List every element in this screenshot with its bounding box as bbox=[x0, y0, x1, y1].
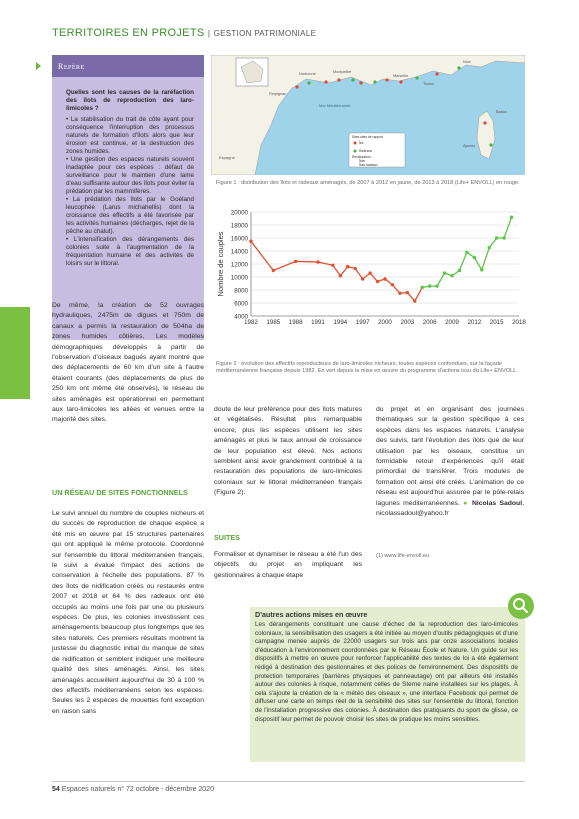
article-column-3 bbox=[376, 405, 524, 519]
legend-swatch-red bbox=[354, 142, 357, 145]
y-tick-label: 14000 bbox=[230, 248, 248, 256]
data-point bbox=[443, 271, 446, 274]
coastline-map bbox=[211, 55, 525, 175]
article-text: du projet et en organisant des journées thématiques sur la gestion spécifique à ces espèces dans les espaces naturels. L'analyse des suivis, tant l'évolution des îlots que de leur utilisation par les oiseaux, constitue un formidable retour d'expériences qu'il était primordial de transférer. Trois modules de formation ont ainsi été créés. L'animation de ce réseau est aujourd'hui assurée par le pôle-relais lagunes méditerranéennes. bbox=[376, 406, 524, 507]
data-point bbox=[480, 268, 483, 271]
author-name: Nicolas Sadoul bbox=[471, 499, 523, 507]
site-marker bbox=[337, 78, 340, 81]
site-marker bbox=[489, 143, 492, 146]
article-paragraph: Formaliser et dynamiser le réseau a été l'un des objectifs du projet en impliquant les gestionnaires à chaque étape bbox=[214, 551, 362, 579]
article-paragraph: du projet et en organisant des journées thématiques sur la gestion spécifique à ces espèces dans les espaces naturels. L'analyse des suivis, tant l'évolution des îlots que de leur utilisation par les oiseaux, constitue un formidable retour d'expériences qu'il était primordial de transférer. Trois modules de formation ont ainsi été créés. L'animation de ce réseau est aujourd'hui assurée par le pôle-relais lagunes méditerranéennes. ● Nicolas Sadoul, nicolassadoul@yahoo.fr bbox=[376, 406, 524, 518]
data-point bbox=[413, 299, 416, 302]
data-point bbox=[346, 265, 349, 268]
magnifier-icon bbox=[508, 593, 534, 619]
site-marker bbox=[457, 66, 460, 69]
x-tick-labels bbox=[244, 319, 526, 326]
x-tick-label: 1994 bbox=[333, 319, 348, 326]
data-point bbox=[510, 216, 513, 219]
x-tick-label: 2012 bbox=[467, 319, 482, 326]
y-tick-label: 8000 bbox=[234, 287, 248, 295]
footer-rule bbox=[52, 781, 525, 782]
page-header bbox=[52, 27, 316, 39]
legend-item: Îlots bbox=[359, 159, 366, 163]
y-axis-label: Nombre de couples bbox=[216, 231, 225, 297]
x-tick-label: 2009 bbox=[445, 319, 459, 326]
place-label: Nice bbox=[463, 60, 471, 64]
data-point bbox=[383, 277, 386, 280]
corsica-shape bbox=[477, 111, 495, 159]
legend-item: Îlot bbox=[359, 141, 364, 145]
y-tick-labels bbox=[231, 209, 249, 320]
data-point bbox=[368, 271, 371, 274]
x-tick-label: 1997 bbox=[355, 319, 370, 326]
y-tick-label: 10000 bbox=[230, 274, 248, 282]
data-point bbox=[421, 286, 424, 289]
article-column-2 bbox=[214, 405, 362, 499]
y-tick-label: 4000 bbox=[234, 313, 248, 321]
info-box-title: D'autres actions mises en œuvre bbox=[255, 610, 368, 619]
site-marker bbox=[399, 80, 402, 83]
data-point bbox=[450, 274, 453, 277]
map-graphic bbox=[211, 55, 525, 175]
data-point bbox=[391, 283, 394, 286]
data-point bbox=[361, 277, 364, 280]
x-tick-label: 2003 bbox=[400, 319, 415, 326]
place-label: Espagne bbox=[219, 155, 235, 160]
data-point bbox=[272, 269, 275, 272]
y-tick-label: 6000 bbox=[234, 300, 248, 308]
place-label: Montpellier bbox=[333, 70, 352, 74]
legend-item: Restauration bbox=[352, 155, 371, 159]
site-marker bbox=[415, 76, 418, 79]
place-label: Bastia bbox=[496, 110, 507, 114]
author-email: nicolassadoul@yahoo.fr bbox=[376, 510, 449, 518]
magnifier-glyph bbox=[508, 593, 534, 619]
figure-1-caption: Figure 1 : distribution des îlots et radeaux aménagés, de 2007 à 2012 en jaune, de 2013 à 2018 (Life+ ENVOLL) en rouge. bbox=[216, 180, 520, 186]
legend-item: Radeaux bbox=[359, 149, 373, 153]
series-line bbox=[251, 241, 422, 301]
data-point bbox=[331, 264, 334, 267]
data-point bbox=[339, 274, 342, 277]
y-tick-label: 16000 bbox=[230, 235, 248, 243]
data-point bbox=[249, 240, 252, 243]
y-tick-label: 20000 bbox=[230, 209, 248, 217]
y-tick-label: 18000 bbox=[230, 222, 248, 230]
footnote: (1) www.life-envoll.eu bbox=[376, 553, 430, 559]
subsection-title: GESTION PATRIMONIALE bbox=[213, 29, 317, 38]
x-tick-label: 2018 bbox=[512, 319, 526, 326]
section-marker-icon bbox=[36, 62, 41, 70]
x-tick-label: 1991 bbox=[311, 319, 325, 326]
repere-bullet: • La prédation des îlots par le Goéland leucophée (Larus michahellis) dont la croissance des effectifs a été favorisée par les activités humaines (décharges, rejet de la pêche au chalut). bbox=[66, 196, 194, 235]
article-paragraph: doute de leur préférence pour des îlots matures et végétalisés. Résultat plus remarquable encore, plus les espèces utilisent les sites aménagés et plus le taux annuel de croissance de leur population est élevé. Nos actions semblent ainsi avoir grandement contribué à la restauration des populations de laro-limicoles coloniaux sur le littoral méditerranéen français (Figure 2). bbox=[214, 406, 362, 497]
repere-question: Quelles sont les causes de la raréfaction des îlots de reproduction des laro-limicoles ? bbox=[66, 89, 194, 112]
place-label: Perpignan bbox=[269, 92, 287, 96]
data-point bbox=[495, 236, 498, 239]
signature-bullet-icon: ● bbox=[463, 499, 469, 507]
data-point bbox=[316, 260, 319, 263]
data-point bbox=[435, 284, 438, 287]
repere-bullet: • Une gestion des espaces naturels souvent inadaptée pour ces espèces : défaut de surveillance pour le maintien d'une lame d'eau suffisante autour des îlots pour éviter la prédation par les mammifères. bbox=[66, 156, 194, 195]
section-heading: SUITES bbox=[214, 533, 240, 542]
population-chart bbox=[211, 204, 529, 356]
data-point bbox=[406, 291, 409, 294]
legend-swatch-green bbox=[354, 150, 357, 153]
repere-content bbox=[66, 89, 194, 268]
data-point bbox=[465, 251, 468, 254]
data-point bbox=[458, 269, 461, 272]
site-marker bbox=[324, 80, 327, 83]
data-point bbox=[294, 260, 297, 263]
page-number: 54 bbox=[52, 786, 60, 793]
data-point bbox=[488, 246, 491, 249]
data-point bbox=[502, 236, 505, 239]
site-marker bbox=[295, 85, 298, 88]
info-box-text: Les dérangements constituant une cause d'échec de la reproduction des laro-limicoles coloniaux, la sensibilisation des usagers a été initiée au moyen d'outils pédagogiques et d'une campagne menée auprès de 22000 usagers sur trois ans par onze associations locales d'éducation à l'environnement coordonnées par le Réseau École et Nature. Un guide sur les dispositifs à mettre en œuvre pour renforcer l'applicabilité des textes de loi a été également rédigé à destination des gestionnaires et des polices de l'environnement. Des dispositifs de protection temporaires (barrières physiques et panneautage) ont par ailleurs été installés autour des colonies à risque, notamment celles de Sterne naine installées sur les plages. À cela s'ajoute la création de la « météo des oiseaux », une interface Facebook qui permet de diffuser une carte en temps réel de la sensibilité des sites sur l'ensemble du littoral, fonction de l'installation progressive des colonies. À destination des pratiquants du sport de glisse, ce dispositif leur permet de pouvoir choisir les sites de pratique les moins sensibles. bbox=[255, 621, 518, 723]
side-tab-decoration bbox=[0, 307, 30, 399]
x-tick-label: 1985 bbox=[266, 319, 281, 326]
place-label: Narbonne bbox=[299, 72, 316, 76]
header-separator: | bbox=[207, 29, 211, 38]
y-tick-label: 12000 bbox=[230, 261, 248, 269]
figure-2-caption: Figure 2 : évolution des effectifs reproducteurs de laro-limicoles nicheurs, toutes espèces confondues, sur la façade méditerranéenne française depuis 1982. En vert depuis la mise en œuvre du programme d'actions issu du Life+ ENVOLL. bbox=[216, 361, 518, 374]
article-column-1 bbox=[52, 301, 204, 426]
section-title: TERRITOIRES EN PROJETS bbox=[52, 27, 205, 39]
data-point bbox=[376, 280, 379, 283]
x-tick-label: 2015 bbox=[489, 319, 504, 326]
data-point bbox=[354, 267, 357, 270]
repere-bullet: • La stabilisation du trait de côte ayant pour conséquence l'interruption des processus naturels de formation d'îlots alors que leur érosion est continue, et la destruction des zones humides. bbox=[66, 116, 194, 155]
data-point bbox=[398, 292, 401, 295]
legend-item: Îlots radeaux bbox=[359, 163, 378, 167]
chart-series bbox=[249, 216, 513, 303]
x-tick-label: 1982 bbox=[244, 319, 258, 326]
site-marker bbox=[351, 78, 354, 81]
repere-label: Repère bbox=[58, 62, 85, 71]
repere-bullet: • L'intensification des dérangements des colonies suite à l'augmentation de la fréquentation humaine et des activités de loisirs sur le littoral. bbox=[66, 236, 194, 267]
page-footer bbox=[52, 786, 214, 793]
data-point bbox=[428, 284, 431, 287]
article-column-1-continued bbox=[52, 509, 204, 717]
x-tick-label: 2006 bbox=[422, 319, 437, 326]
x-tick-label: 2000 bbox=[378, 319, 392, 326]
data-point bbox=[473, 256, 476, 259]
publication-info: Espaces naturels n° 72 octobre - décembre 2020 bbox=[61, 786, 214, 793]
site-marker bbox=[373, 80, 376, 83]
site-marker bbox=[359, 81, 362, 84]
site-marker bbox=[307, 81, 310, 84]
site-marker bbox=[483, 121, 486, 124]
article-column-2-continued bbox=[214, 550, 362, 581]
site-marker bbox=[385, 78, 388, 81]
place-label: Ajaccio bbox=[463, 144, 476, 148]
legend-item: Sites sites de rapport bbox=[352, 135, 383, 139]
sea-label: Mer Méditerranée bbox=[319, 103, 351, 108]
article-paragraph: De même, la création de 52 ouvrages hydrauliques, 2475m de digues et 750m de canaux a permis la restauration de 504ha de zones humides côtières. Les modèles démographiques développés à partir de l'observation d'oiseaux bagués ayant montré que des déplacements de 60 km d'un site à l'autre étaient courants (des déplacements de plus de 250 km ont même été observés), le réseau de sites aménagés est opérationnel en permettant aux laro-limicoles les allées et venues entre la majorité des sites. bbox=[52, 302, 204, 424]
section-heading: UN RÉSEAU DE SITES FONCTIONNELS bbox=[52, 488, 188, 497]
place-label: Marseille bbox=[393, 74, 409, 78]
x-tick-label: 1988 bbox=[288, 319, 303, 326]
article-paragraph: Le suivi annuel du nombre de couples nicheurs et du succès de reproduction de chaque espèce a été mis en œuvre par 15 structures partenaires qui ont appliqué le même protocole. Coordonné sur l'ensemble du littoral méditerranéen français, le suivi a évalué l'impact des actions de conservation à l'échelle des populations. 87 % des îlots de nidification créés ou restaurés entre 2007 et 2018 et 64 % des radeaux ont été occupés au moins une fois par une ou plusieurs espèces. De plus, les colonies investissent ces aménagements beaucoup plus longtemps que les sites naturels. Ces premiers résultats montrent la justesse du diagnostic initial du manque de sites de nidification et semblent indiquer une meilleure qualité des sites aménagés. Ainsi, les sites aménagés accueillent aujourd'hui de 30 à 100 % des effectifs méditerranéens selon les espèces. Seules les 2 espèces de mouettes font exception en raison sans bbox=[52, 510, 204, 715]
place-label: Toulon bbox=[423, 82, 435, 86]
site-marker bbox=[435, 72, 438, 75]
